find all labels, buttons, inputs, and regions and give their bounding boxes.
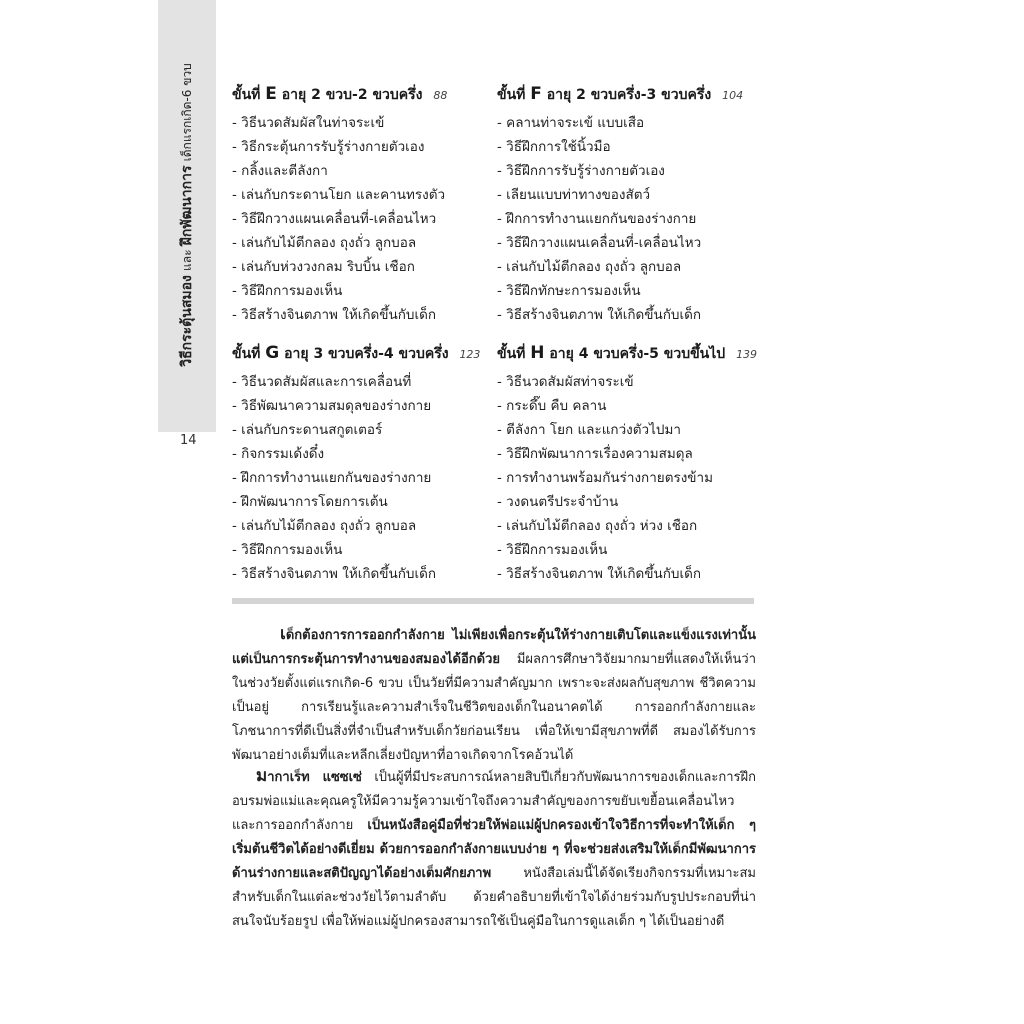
list-item: - วิธีสร้างจินตภาพ ให้เกิดขึ้นกับเด็ก <box>232 307 437 323</box>
list-item: - กระดึ๊บ คืบ คลาน <box>497 398 607 414</box>
list-item: - เล่นกับกระดานโยก และคานทรงตัว <box>232 187 446 203</box>
list-item: - วิธีนวดสัมผัสและการเคลื่อนที่ <box>232 374 412 390</box>
author-body-text: เป็นผู้ที่มีประสบการณ์หลายสิบปีเกี่ยวกับพัฒนาการของเด็กและการฝึกอบรมพ่อแม่และคุณครูให้มีความรู้ความเข้าใจถึงความสำคัญของการขยับเขยื้อนเคลื่อนไหวและการออกกำลังกาย <box>232 770 756 833</box>
intro-lead-text: ด็กต้องการการออกกำลังกาย ไม่เพียงเพื่อกระตุ้นให้ร่างกายเติบโตและแข็งแรงเท่านั้น แต่เป็นการกระตุ้นการทำงานของสมองได้อีกด้วย <box>232 628 756 667</box>
section-divider <box>232 598 754 604</box>
stage-letter: H <box>530 343 545 363</box>
author-paragraph <box>232 764 756 934</box>
stage-h-list <box>497 370 767 586</box>
list-item: - เล่นกับไม้ตีกลอง ถุงถั่ว ลูกบอล <box>232 518 417 534</box>
list-item: - เล่นกับไม้ตีกลอง ถุงถั่ว ลูกบอล <box>497 259 682 275</box>
stage-title: อายุ 2 ขวบครึ่ง-3 ขวบครึ่ง <box>546 87 712 103</box>
stage-f-heading <box>497 84 767 106</box>
running-title-part4: เด็กแรกเกิด-6 ขวบ <box>180 63 194 162</box>
stage-g-section <box>232 343 502 586</box>
list-item: - วิธีฝึกการใช้นิ้วมือ <box>497 139 611 155</box>
stage-page-ref: 88 <box>433 89 448 102</box>
list-item: - วิธีนวดสัมผัสท่าจระเข้ <box>497 374 634 390</box>
stage-e-list <box>232 111 502 327</box>
list-item: - วิธีฝึกการรับรู้ร่างกายตัวเอง <box>497 163 665 179</box>
stage-title: อายุ 2 ขวบ-2 ขวบครึ่ง <box>281 87 423 103</box>
stage-letter: E <box>265 84 277 104</box>
stage-label: ขั้นที่ <box>232 346 261 362</box>
list-item: - เล่นกับไม้ตีกลอง ถุงถั่ว ห่วง เชือก <box>497 518 698 534</box>
stage-h-section <box>497 343 767 586</box>
stage-e-heading <box>232 84 502 106</box>
stage-g-heading <box>232 343 502 365</box>
stage-title: อายุ 3 ขวบครึ่ง-4 ขวบครึ่ง <box>284 346 449 362</box>
intro-paragraph <box>232 622 756 768</box>
list-item: - วิธีฝึกวางแผนเคลื่อนที่-เคลื่อนไหว <box>232 211 437 227</box>
stage-f-list <box>497 111 767 327</box>
drop-letter: เ <box>280 624 286 644</box>
author-emphasis-text: เป็นหนังสือคู่มือที่ช่วยให้พ่อแม่ผู้ปกครองเข้าใจวิธีการที่จะทำให้เด็ก ๆ เริ่มต้นชีวิตได้อย่างดีเยี่ยม ด้วยการออกกำลังกายแบบง่าย ๆ ที่จะช่วยส่งเสริมให้เด็กมีพัฒนาการด้านร่างกายและสติปัญญาได้อย่างเต็มศักยภาพ <box>232 818 756 881</box>
stage-page-ref: 123 <box>459 348 481 361</box>
running-title-part1: วิธีกระตุ้นสมอง <box>179 275 195 367</box>
list-item: - วิธีฝึกการมองเห็น <box>232 283 343 299</box>
author-closing-text: หนังสือเล่มนี้ได้จัดเรียงกิจกรรมที่เหมาะสมสำหรับเด็กในแต่ละช่วงวัยไว้ตามลำดับ ด้วยคำอธิบายที่เข้าใจได้ง่ายร่วมกับรูปประกอบที่น่าสนใจนับร้อยรูป เพื่อให้พ่อแม่ผู้ปกครองสามารถใช้เป็นคู่มือในการดูแลเด็ก ๆ ได้เป็นอย่างดี <box>232 866 756 929</box>
list-item: - วิธีฝึกการมองเห็น <box>497 542 608 558</box>
list-item: - ฝึกการทำงานแยกกันของร่างกาย <box>497 211 697 227</box>
list-item: - การทำงานพร้อมกันร่างกายตรงข้าม <box>497 470 714 486</box>
running-title <box>176 63 198 367</box>
list-item: - คลานท่าจระเข้ แบบเสือ <box>497 115 645 131</box>
list-item: - เล่นกับกระดานสกูตเตอร์ <box>232 422 383 438</box>
list-item: - เล่นกับไม้ตีกลอง ถุงถั่ว ลูกบอล <box>232 235 417 251</box>
list-item: - กลิ้งและตีลังกา <box>232 163 328 179</box>
list-item: - วงดนตรีประจำบ้าน <box>497 494 619 510</box>
stage-letter: G <box>265 343 280 363</box>
list-item: - วิธีสร้างจินตภาพ ให้เกิดขึ้นกับเด็ก <box>497 566 702 582</box>
list-item: - วิธีสร้างจินตภาพ ให้เกิดขึ้นกับเด็ก <box>497 307 702 323</box>
intro-body-text: มีผลการศึกษาวิจัยมากมายที่แสดงให้เห็นว่าในช่วงวัยตั้งแต่แรกเกิด-6 ขวบ เป็นวัยที่มีความสำคัญมาก เพราะจะส่งผลกับสุขภาพ ชีวิตความเป็นอยู่ การเรียนรู้และความสำเร็จในชีวิตของเด็กในอนาคตได้ การออกกำลังกายและโภชนาการที่ดีเป็นสิ่งที่จำเป็นสำหรับเด็กวัยก่อนเรียน เพื่อให้เขามีสุขภาพที่ดี สมองได้รับการพัฒนาอย่างเต็มที่และหลีกเลี่ยงปัญหาที่อาจเกิดจากโรคอ้วนได้ <box>232 652 756 763</box>
stage-page-ref: 104 <box>722 89 744 102</box>
drop-letter: ม <box>256 766 268 786</box>
running-title-part2: และ <box>180 249 194 272</box>
stage-title: อายุ 4 ขวบครึ่ง-5 ขวบขึ้นไป <box>549 346 726 362</box>
stage-page-ref: 139 <box>736 348 758 361</box>
page-number: 14 <box>180 433 197 448</box>
stage-h-heading <box>497 343 767 365</box>
list-item: - ฝึกการทำงานแยกกันของร่างกาย <box>232 470 432 486</box>
stage-label: ขั้นที่ <box>232 87 261 103</box>
list-item: - ตีลังกา โยก และแกว่งตัวไปมา <box>497 422 681 438</box>
list-item: - วิธีกระตุ้นการรับรู้ร่างกายตัวเอง <box>232 139 425 155</box>
stage-label: ขั้นที่ <box>497 346 526 362</box>
list-item: - วิธีฝึกทักษะการมองเห็น <box>497 283 641 299</box>
running-title-part3: ฝึกพัฒนาการ <box>179 165 195 246</box>
list-item: - เล่นกับห่วงวงกลม ริบบิ้น เชือก <box>232 259 415 275</box>
author-name: ากาเร็ท แซซเซ่ <box>267 770 362 785</box>
list-item: - วิธีฝึกการมองเห็น <box>232 542 343 558</box>
stage-e-section <box>232 84 502 327</box>
list-item: - เลียนแบบท่าทางของสัตว์ <box>497 187 651 203</box>
list-item: - วิธีนวดสัมผัสในท่าจระเข้ <box>232 115 385 131</box>
list-item: - วิธีฝึกวางแผนเคลื่อนที่-เคลื่อนไหว <box>497 235 702 251</box>
list-item: - ฝึกพัฒนาการโดยการเต้น <box>232 494 388 510</box>
list-item: - กิจกรรมเด้งดึ๋ง <box>232 446 325 462</box>
list-item: - วิธีพัฒนาความสมดุลของร่างกาย <box>232 398 432 414</box>
stage-f-section <box>497 84 767 327</box>
list-item: - วิธีฝึกพัฒนาการเรื่องความสมดุล <box>497 446 693 462</box>
stage-letter: F <box>530 84 542 104</box>
stage-label: ขั้นที่ <box>497 87 526 103</box>
list-item: - วิธีสร้างจินตภาพ ให้เกิดขึ้นกับเด็ก <box>232 566 437 582</box>
stage-g-list <box>232 370 502 586</box>
